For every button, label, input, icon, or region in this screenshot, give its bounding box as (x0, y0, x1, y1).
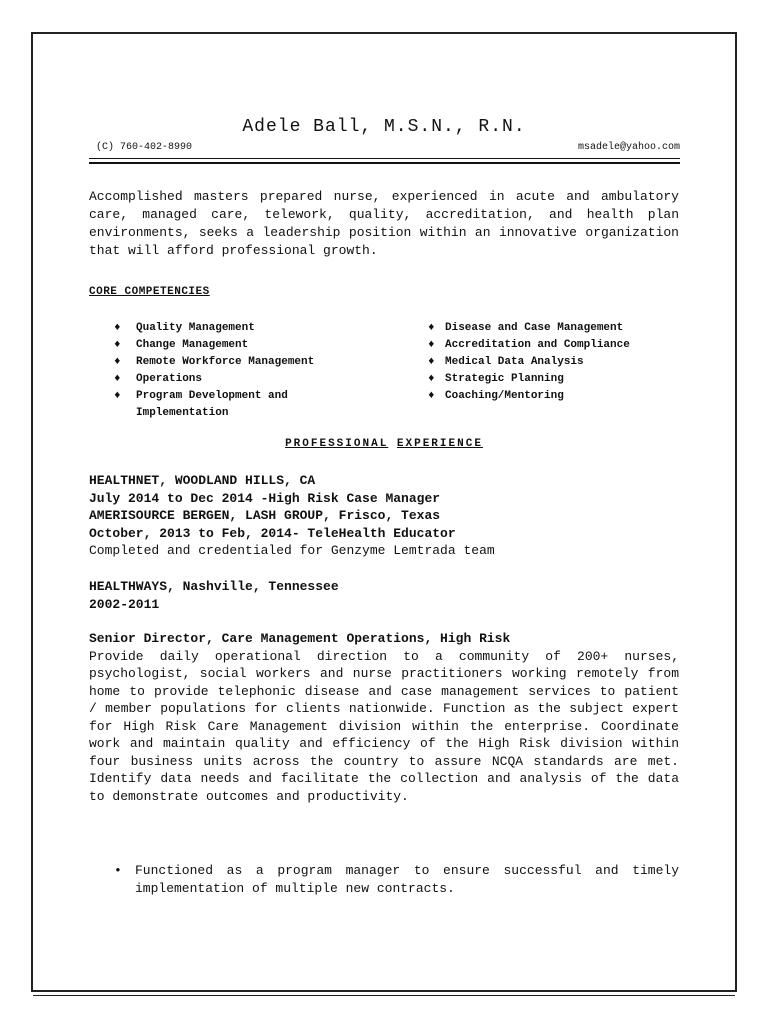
diamond-bullet-icon: ♦ (114, 373, 121, 385)
list-item: ♦ Accreditation and Compliance (428, 337, 688, 354)
list-item: ♦ Quality Management (114, 320, 374, 337)
bullet-text: Functioned as a program manager to ensure successful and timely implementation of multiple new contracts. (135, 863, 679, 896)
header-rule-thin (89, 158, 680, 159)
round-bullet-icon: • (114, 863, 122, 878)
note-line: Completed and credentialed for Genzyme Lemtrada team (89, 543, 495, 558)
list-item: ♦ Medical Data Analysis (428, 354, 688, 371)
diamond-bullet-icon: ♦ (114, 322, 121, 334)
list-item: ♦ Operations (114, 371, 374, 388)
list-item: ♦ Program Development and Implementation (114, 390, 288, 419)
header-rule-thick (89, 162, 680, 164)
heading-word: EXPERIENCE (396, 438, 483, 450)
diamond-bullet-icon: ♦ (428, 339, 435, 351)
heading-word: PROFESSIONAL (285, 438, 389, 450)
role-line: July 2014 to Dec 2014 -High Risk Case Manager (89, 490, 441, 506)
job-description: Provide daily operational direction to a community of 200+ nurses, psychologist, social workers and nurse practitioners working remotely from home to provide telephonic disease and case management services to patient / member populations for clients nationwide. Function as the subject expert for High Risk Care Management division within the enterprise. Coordinate work and maintain quality and efficiency of the High Risk division within four business units across the country to assure NCQA standards are met. Identify data needs and facilitate the collection and analysis of the data to demonstrate outcomes and productivity. (89, 648, 679, 804)
experience-block-senior-director (89, 630, 679, 805)
diamond-bullet-icon: ♦ (428, 356, 435, 368)
competencies-right-list (428, 320, 688, 405)
diamond-bullet-icon: ♦ (114, 339, 121, 351)
date-range: 2002-2011 (89, 596, 160, 612)
diamond-bullet-icon: ♦ (114, 356, 121, 368)
employer-line: HEALTHNET, WOODLAND HILLS, CA (89, 473, 316, 488)
experience-block-recent (89, 472, 679, 560)
diamond-bullet-icon: ♦ (114, 390, 121, 402)
employer-line: AMERISOURCE BERGEN, LASH GROUP, Frisco, Texas (89, 508, 441, 523)
achievement-bullet (114, 862, 679, 898)
summary-paragraph: Accomplished masters prepared nurse, experienced in acute and ambulatory care, managed care, telework, quality, accreditation, and health plan environments, seeks a leadership position within an innovative organization that will afford professional growth. (89, 189, 679, 258)
list-item: ♦ Coaching/Mentoring (428, 388, 688, 405)
diamond-bullet-icon: ♦ (428, 373, 435, 385)
experience-block-healthways (89, 578, 679, 613)
list-item: ♦ Remote Workforce Management (114, 354, 374, 371)
list-item: ♦ Disease and Case Management (428, 320, 688, 337)
list-item: ♦ Strategic Planning (428, 371, 688, 388)
competencies-left-list (114, 320, 374, 422)
list-item: ♦ Change Management (114, 337, 374, 354)
employer-line: HEALTHWAYS, Nashville, Tennessee (89, 579, 339, 594)
core-competencies-heading: CORE COMPETENCIES (89, 286, 210, 298)
candidate-name: Adele Ball, M.S.N., R.N. (242, 117, 526, 137)
professional-experience-heading (0, 438, 768, 450)
phone-number: (C) 760-402-8990 (96, 142, 193, 153)
role-line: October, 2013 to Feb, 2014- TeleHealth Educator (89, 525, 456, 541)
email-address: msadele@yahoo.com (577, 142, 680, 153)
job-title: Senior Director, Care Management Operations, High Risk (89, 631, 511, 646)
diamond-bullet-icon: ♦ (428, 390, 435, 402)
diamond-bullet-icon: ♦ (428, 322, 435, 334)
